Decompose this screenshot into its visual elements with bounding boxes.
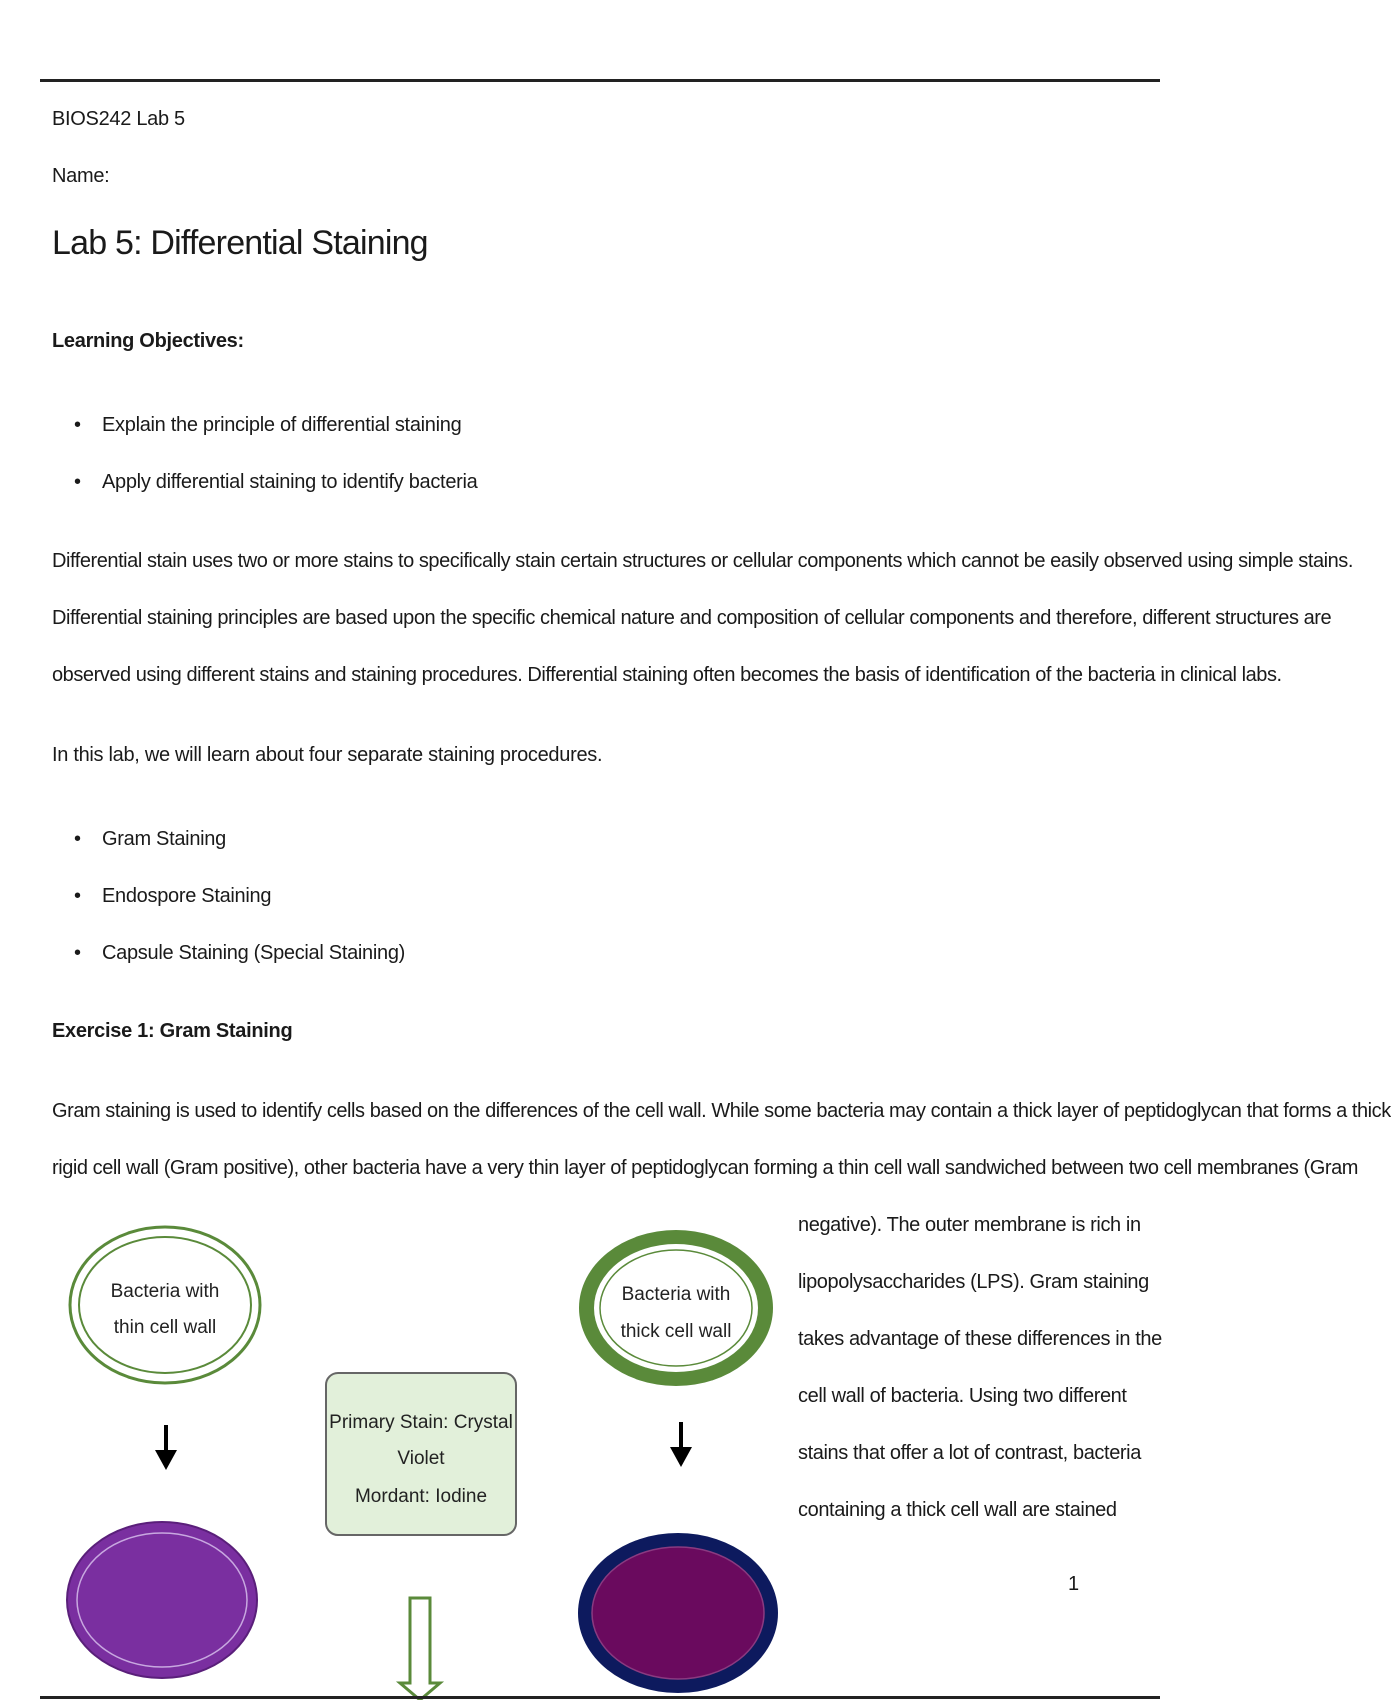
thin-wall-label-1: Bacteria with [110, 1281, 220, 1302]
exercise1-paragraph [52, 1083, 1391, 1197]
box-line-1: Primary Stain: Crystal [329, 1412, 513, 1433]
thick-wall-label-2: thick cell wall [620, 1321, 732, 1342]
paragraph-line: lipopolysaccharides (LPS). Gram staining [798, 1271, 1149, 1293]
arrow-down-icon [155, 1425, 177, 1470]
list-item: • Gram Staining [52, 826, 405, 883]
paragraph-line: takes advantage of these differences in the [798, 1328, 1162, 1350]
dark-stained-bacterium [578, 1533, 778, 1693]
box-line-3: Mordant: Iodine [354, 1486, 488, 1507]
exercise1-side-paragraph [798, 1197, 1162, 1539]
primary-stain-box [326, 1373, 516, 1535]
paragraph-line: containing a thick cell wall are stained [798, 1499, 1117, 1521]
intro-paragraph [52, 533, 1353, 704]
paragraph-line: observed using different stains and staining procedures. Differential staining often becomes the basis of identification of the bacteria in clinical labs. [52, 664, 1282, 686]
procedures-intro: In this lab, we will learn about four separate staining procedures. [52, 744, 603, 766]
page-number: 1 [1068, 1573, 1080, 1595]
course-label: BIOS242 Lab 5 [52, 108, 185, 130]
gram-stain-diagram [0, 1195, 800, 1700]
exercise1-heading: Exercise 1: Gram Staining [52, 1020, 293, 1042]
procedures-list [52, 826, 405, 997]
thin-wall-bacterium [70, 1227, 260, 1383]
objectives-list [52, 412, 477, 526]
list-item: • Apply differential staining to identify bacteria [52, 469, 477, 526]
paragraph-line: Gram staining is used to identify cells based on the differences of the cell wall. While some bacteria may contain a thick layer of peptidoglycan that forms a thick [52, 1100, 1391, 1122]
paragraph-line: stains that offer a lot of contrast, bacteria [798, 1442, 1141, 1464]
paragraph-line: cell wall of bacteria. Using two different [798, 1385, 1127, 1407]
thick-wall-bacterium [579, 1230, 773, 1386]
paragraph-line: rigid cell wall (Gram positive), other bacteria have a very thin layer of peptidoglycan forming a thin cell wall sandwiched between two cell membranes (Gram [52, 1157, 1358, 1179]
page-title: Lab 5: Differential Staining [52, 224, 428, 262]
box-line-2: Violet [397, 1448, 445, 1469]
paragraph-line: Differential stain uses two or more stains to specifically stain certain structures or cellular components which cannot be easily observed using simple stains. [52, 550, 1353, 572]
paragraph-line: negative). The outer membrane is rich in [798, 1214, 1141, 1236]
purple-stained-bacterium [67, 1522, 257, 1678]
name-label: Name: [52, 165, 110, 187]
objectives-heading: Learning Objectives: [52, 330, 244, 352]
arrow-down-icon [670, 1422, 692, 1467]
header-rule [40, 79, 1160, 82]
footer-rule [40, 1696, 1160, 1699]
list-item: • Explain the principle of differential staining [52, 412, 477, 469]
thin-wall-label-2: thin cell wall [113, 1317, 217, 1338]
hollow-arrow-down-icon [400, 1598, 440, 1700]
thick-wall-label-1: Bacteria with [621, 1284, 731, 1305]
list-item: • Endospore Staining [52, 883, 405, 940]
paragraph-line: Differential staining principles are based upon the specific chemical nature and composition of cellular components and therefore, different structures are [52, 607, 1332, 629]
list-item: • Capsule Staining (Special Staining) [52, 940, 405, 997]
